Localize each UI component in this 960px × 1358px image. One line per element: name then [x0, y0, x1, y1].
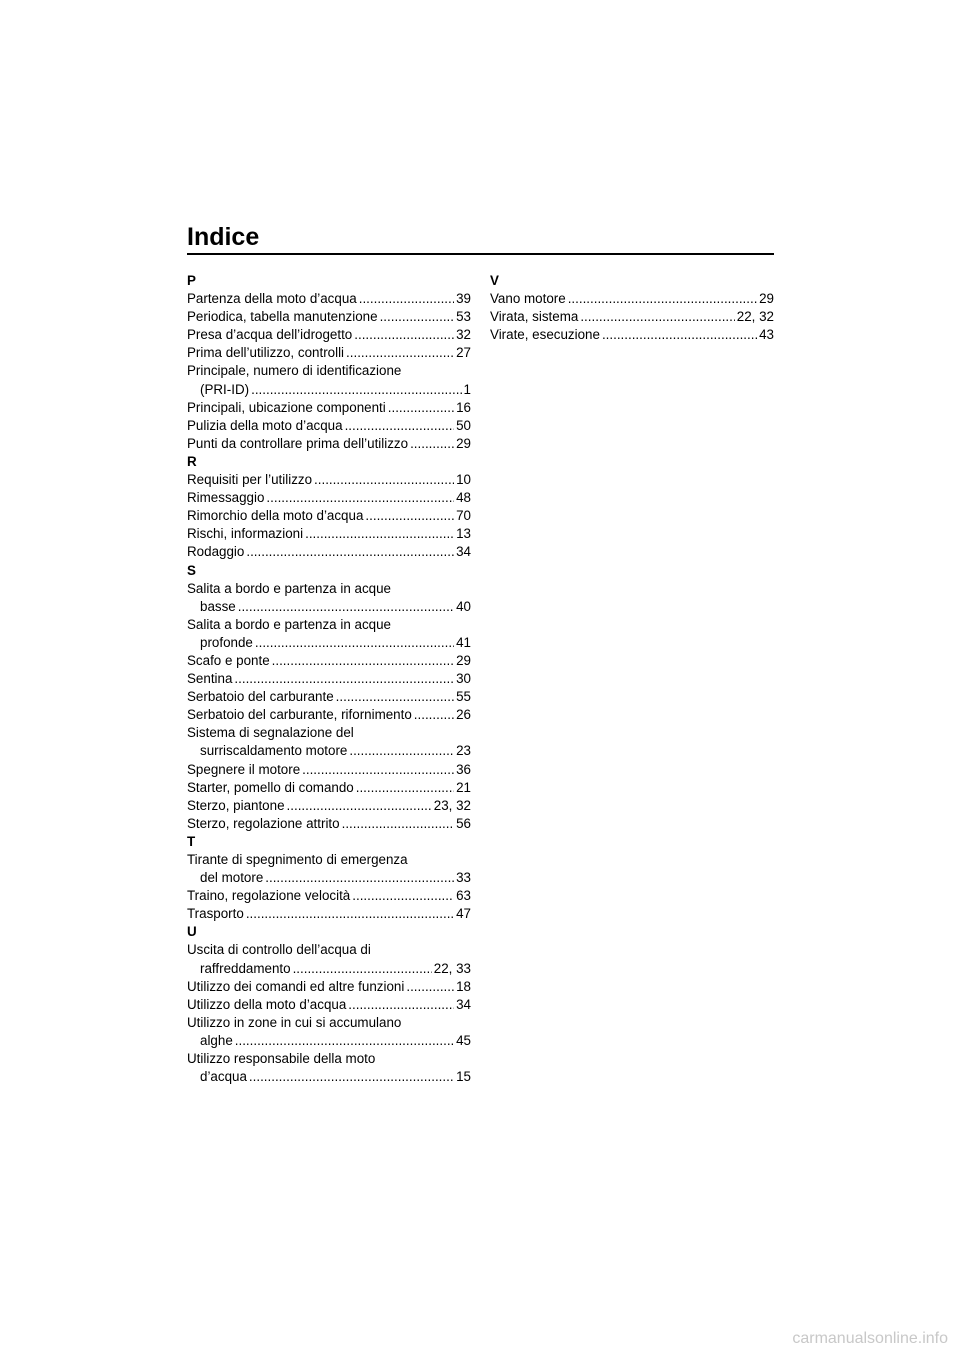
index-entry-text: Salita a bordo e partenza in acque [187, 616, 391, 632]
index-entry-text: Serbatoio del carburante [187, 689, 334, 705]
index-entry-text: (PRI-ID) [200, 381, 250, 397]
dot-leader [359, 290, 454, 308]
index-entry [187, 525, 471, 543]
index-entry [490, 308, 774, 326]
index-entry-page: 26 [456, 707, 471, 723]
index-entry [187, 471, 471, 489]
index-entry-text: Tirante di spegnimento di emergenza [187, 852, 408, 867]
index-entry-page: 27 [456, 345, 471, 361]
index-entry [187, 290, 471, 308]
index-entry-text: Utilizzo della moto d’acqua [187, 996, 347, 1012]
index-entry-text: Sentina [187, 671, 233, 687]
index-entry-text: Serbatoio del carburante, rifornimento [187, 707, 412, 723]
index-entry-text: Sterzo, piantone [187, 797, 285, 813]
index-entry-page: 43 [759, 327, 774, 343]
index-entry [187, 978, 471, 996]
index-entry-line [187, 869, 471, 887]
index-entry-line [187, 417, 471, 435]
dot-leader [302, 761, 454, 779]
index-entry-page: 33 [456, 870, 471, 886]
index-entry [187, 616, 471, 652]
page-title: Indice [187, 223, 260, 251]
dot-leader [314, 471, 454, 489]
index-entry [187, 308, 471, 326]
index-entry-page: 36 [456, 761, 471, 777]
dot-leader [336, 688, 454, 706]
index-entry [187, 507, 471, 525]
dot-leader [246, 905, 454, 923]
index-entry-line [187, 905, 471, 923]
index-entry [187, 652, 471, 670]
index-entry-page: 23 [456, 743, 471, 759]
dot-leader [568, 290, 757, 308]
index-entry-line [490, 326, 774, 344]
index-entry-page: 1 [463, 381, 471, 397]
dot-leader [356, 779, 454, 797]
dot-leader [265, 869, 454, 887]
index-entry-line [490, 308, 774, 326]
index-entry-text: Principali, ubicazione componenti [187, 399, 386, 415]
index-entry-line [187, 1014, 471, 1032]
index-entry-line [187, 1068, 471, 1086]
index-entry-line [187, 960, 471, 978]
index-entry-line [187, 362, 471, 380]
index-entry-page: 29 [759, 291, 774, 307]
dot-leader [365, 507, 454, 525]
index-entry [187, 489, 471, 507]
index-entry-text: Utilizzo in zone in cui si accumulano [187, 1014, 402, 1030]
index-letter-heading: T [187, 833, 196, 849]
index-entry-line [187, 851, 471, 869]
dot-leader [352, 887, 454, 905]
index-letter-heading: P [187, 273, 196, 288]
index-entry [187, 851, 471, 887]
index-entry-text: d’acqua [200, 1069, 247, 1085]
index-entry-line [187, 308, 471, 326]
dot-leader [346, 344, 454, 362]
index-letter-heading: V [490, 273, 499, 288]
index-column-right [490, 272, 774, 344]
index-entry-text: Requisiti per l’utilizzo [187, 472, 313, 488]
index-entry [187, 543, 471, 561]
index-entry-text: Presa d’acqua dell’idrogetto [187, 327, 353, 343]
index-entry [187, 797, 471, 815]
index-entry-line [187, 543, 471, 561]
index-entry-page: 45 [456, 1032, 471, 1048]
index-entry [187, 1050, 471, 1086]
index-entry-text: Rodaggio [187, 544, 245, 560]
index-entry-line [187, 815, 471, 833]
dot-leader [266, 489, 454, 507]
index-entry-text: Rimessaggio [187, 490, 265, 506]
index-entry-page: 41 [456, 634, 471, 650]
index-letter-heading: U [187, 924, 197, 940]
index-entry-text: Utilizzo dei comandi ed altre funzioni [187, 978, 405, 994]
index-entry-line [187, 1032, 471, 1050]
index-entry-page: 10 [456, 472, 471, 488]
index-entry-page: 22, 33 [433, 960, 471, 976]
index-entry-text: Virate, esecuzione [490, 327, 600, 343]
index-entry-text: Virata, sistema [490, 309, 579, 325]
index-entry-page: 13 [456, 526, 471, 542]
index-entry-page: 34 [456, 996, 471, 1012]
index-entry [187, 905, 471, 923]
dot-leader [406, 978, 454, 996]
index-entry-line [187, 706, 471, 724]
index-entry-page: 53 [456, 309, 471, 325]
index-entry-line [187, 1050, 471, 1068]
index-entry [490, 326, 774, 344]
index-entry-page: 56 [456, 815, 471, 831]
index-letter-heading: R [187, 453, 197, 469]
dot-leader [345, 417, 455, 435]
index-entry-line [187, 616, 471, 634]
index-entry [187, 399, 471, 417]
dot-leader [380, 308, 455, 326]
index-entry-line [187, 797, 471, 815]
index-entry [187, 815, 471, 833]
dot-leader [388, 399, 454, 417]
index-entry-text: Rischi, informazioni [187, 526, 304, 542]
index-entry-page: 16 [456, 399, 471, 415]
index-entry [187, 344, 471, 362]
index-entry-line [187, 489, 471, 507]
index-entry [187, 580, 471, 616]
dot-leader [342, 815, 455, 833]
index-entry-text: Uscita di controllo dell’acqua di [187, 942, 371, 958]
dot-leader [246, 543, 454, 561]
dot-leader [249, 1068, 454, 1086]
index-entry-page: 21 [456, 779, 471, 795]
index-entry-text: Utilizzo responsabile della moto [187, 1051, 376, 1067]
index-entry-line [187, 761, 471, 779]
index-entry-text: Salita a bordo e partenza in acque [187, 580, 391, 596]
watermark: carmanualsonline.info [792, 1330, 948, 1347]
dot-leader [414, 706, 454, 724]
index-entry-text: Sterzo, regolazione attrito [187, 815, 340, 831]
index-entry-text: Periodica, tabella manutenzione [187, 309, 378, 325]
index-entry-line [187, 724, 471, 742]
index-entry-page: 22, 32 [736, 309, 774, 325]
index-entry-text: Sistema di segnalazione del [187, 725, 354, 741]
index-column-left [187, 272, 471, 1086]
index-entry-text: Rimorchio della moto d’acqua [187, 508, 364, 524]
index-entry-text: alghe [200, 1032, 233, 1048]
index-entry-line [187, 670, 471, 688]
index-entry-line [187, 435, 471, 453]
index-entry [187, 688, 471, 706]
dot-leader [602, 326, 757, 344]
index-entry-text: Starter, pomello di comando [187, 779, 354, 795]
dot-leader [235, 1032, 454, 1050]
dot-leader [410, 435, 454, 453]
index-entry-text: Scafo e ponte [187, 652, 270, 668]
dot-leader [305, 525, 454, 543]
index-entry-line [187, 634, 471, 652]
index-entry [187, 779, 471, 797]
index-entry-page: 70 [456, 508, 471, 524]
index-entry-text: Prima dell’utilizzo, controlli [187, 345, 345, 361]
dot-leader [354, 326, 454, 344]
index-entry-line [187, 399, 471, 417]
index-entry [187, 417, 471, 435]
index-entry [187, 435, 471, 453]
index-entry-text: Traino, regolazione velocità [187, 888, 351, 904]
dot-leader [293, 960, 432, 978]
index-entry-line [187, 290, 471, 308]
index-entry-line [187, 941, 471, 959]
index-entry-text: basse [200, 598, 236, 614]
index-entry [187, 706, 471, 724]
index-entry-page: 32 [456, 327, 471, 343]
index-entry-line [187, 688, 471, 706]
index-entry [187, 326, 471, 344]
index-entry [187, 724, 471, 760]
index-entry-page: 40 [456, 598, 471, 614]
index-entry-text: Vano motore [490, 291, 566, 307]
index-entry-line [187, 381, 471, 399]
dot-leader [234, 670, 454, 688]
index-entry-page: 23, 32 [433, 797, 471, 813]
index-entry [187, 941, 471, 977]
index-entry [187, 670, 471, 688]
title-divider [187, 253, 774, 255]
index-entry-line [187, 887, 471, 905]
dot-leader [272, 652, 454, 670]
index-entry-page: 30 [456, 671, 471, 687]
index-entry-text: Trasporto [187, 906, 244, 922]
dot-leader [349, 742, 454, 760]
index-entry-line [490, 290, 774, 308]
index-entry-text: surriscaldamento motore [200, 743, 348, 759]
index-entry [187, 362, 471, 398]
index-entry-text: Spegnere il motore [187, 761, 301, 777]
index-entry-line [187, 525, 471, 543]
index-entry-line [187, 344, 471, 362]
index-entry-page: 55 [456, 689, 471, 705]
index-entry-text: Partenza della moto d’acqua [187, 291, 357, 307]
dot-leader [238, 598, 454, 616]
index-entry-line [187, 580, 471, 598]
dot-leader [348, 996, 454, 1014]
index-entry-page: 29 [456, 435, 471, 451]
index-entry [187, 996, 471, 1014]
index-entry-text: raffreddamento [200, 960, 291, 976]
dot-leader [251, 381, 461, 399]
index-entry-page: 39 [456, 291, 471, 307]
index-entry [490, 290, 774, 308]
index-entry-page: 47 [456, 906, 471, 922]
dot-leader [287, 797, 432, 815]
index-entry-text: Principale, numero di identificazione [187, 363, 402, 379]
index-entry-page: 48 [456, 490, 471, 506]
index-entry-page: 18 [456, 978, 471, 994]
index-entry [187, 1014, 471, 1050]
dot-leader [580, 308, 734, 326]
index-entry-line [187, 978, 471, 996]
index-entry-line [187, 471, 471, 489]
index-entry-line [187, 598, 471, 616]
index-entry-text: profonde [200, 634, 253, 650]
index-entry [187, 887, 471, 905]
index-entry-line [187, 652, 471, 670]
index-entry-line [187, 742, 471, 760]
index-entry-text: del motore [200, 870, 264, 886]
index-entry-page: 15 [456, 1069, 471, 1085]
index-entry-page: 63 [456, 888, 471, 904]
dot-leader [255, 634, 454, 652]
index-entry-text: Pulizia della moto d’acqua [187, 417, 343, 433]
index-entry-line [187, 779, 471, 797]
index-entry-text: Punti da controllare prima dell’utilizzo [187, 435, 409, 451]
index-entry-line [187, 996, 471, 1014]
index-entry [187, 761, 471, 779]
index-entry-page: 50 [456, 417, 471, 433]
index-entry-page: 34 [456, 544, 471, 560]
index-entry-line [187, 507, 471, 525]
index-entry-page: 29 [456, 652, 471, 668]
index-letter-heading: S [187, 562, 196, 578]
index-entry-line [187, 326, 471, 344]
